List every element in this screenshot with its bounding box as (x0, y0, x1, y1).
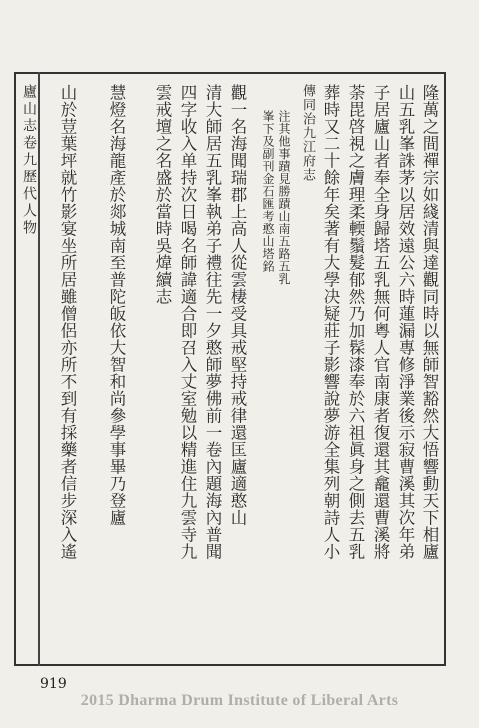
text-column-9: 四字收入单持次日喝名師諱適合即召入丈室勉以精進住九雲寺九 (178, 84, 197, 560)
text-column-6: 傳同治九江府志 (300, 84, 315, 182)
text-column-12: 山於荳葉坪就竹影宴坐所居雖僧侶亦所不到有採藥者信步深入遙 (58, 84, 77, 560)
text-column-4: 荼毘啓視之膚理柔輭鬚髮郁然乃加髹漆奉於六祖眞身之側去五乳 (346, 84, 365, 560)
text-column-11: 慧燈名海龍產於郯城南至普陀皈依大智和尚參學事畢乃登廬 (107, 84, 126, 526)
watermark-text: 2015 Dharma Drum Institute of Liberal Arts (80, 692, 399, 709)
annotation-column-2: 峯下及副刊金石匯考憨山塔銘 (261, 110, 275, 273)
annotation-column-1: 注其他事蹟見勝蹟山南五路五乳 (277, 110, 291, 285)
text-column-1: 隆萬之間禪宗如綫清與達觀同時以無師智豁然大悟響動天下相廬 (420, 84, 439, 560)
margin-title: 廬山志卷九歷代人物 (21, 84, 37, 237)
text-column-5: 葬時又二十餘年矣著有大學决疑莊子影響說夢游全集列朝詩人小 (321, 84, 340, 560)
page-number: 919 (40, 676, 67, 692)
text-column-10: 雲戒壇之名盛於當時吳煒續志 (153, 84, 172, 305)
text-column-8: 清大師居五乳峯執弟子禮往先一夕憨師夢佛前一卷內題海內普聞 (203, 84, 222, 560)
text-column-3: 子居廬山者奉全身歸塔五乳無何粤人官南康者復還其龕還曹溪將 (371, 84, 390, 560)
margin-divider (38, 72, 40, 666)
text-column-2: 山五乳峯誅茅以居效遠公六時蓮漏專修淨業後示寂曹溪其次年弟 (396, 84, 415, 560)
text-column-7: 觀一名海聞瑞郡上高人從雲棲受具戒堅持戒律還匡廬適憨山 (228, 84, 247, 526)
